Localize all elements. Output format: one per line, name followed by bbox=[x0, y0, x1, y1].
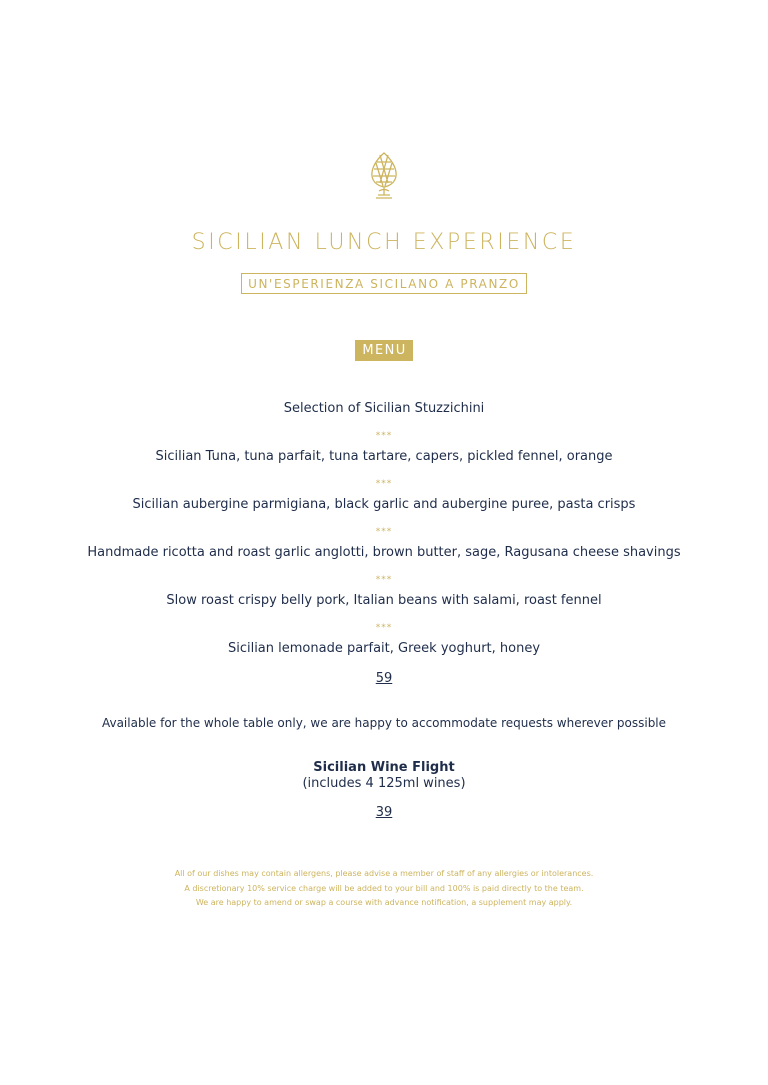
course-list bbox=[0, 400, 768, 658]
course-separator: *** bbox=[375, 431, 393, 441]
lunch-price: 59 bbox=[375, 671, 393, 686]
course-item: Slow roast crispy belly pork, Italian beans with salami, roast fennel bbox=[166, 593, 602, 608]
footer-notes bbox=[0, 867, 768, 911]
course-item: Handmade ricotta and roast garlic anglotti, brown butter, sage, Ragusana cheese shavings bbox=[87, 545, 681, 560]
wine-flight-price: 39 bbox=[375, 805, 393, 820]
footer-line: All of our dishes may contain allergens, please advise a member of staff of any allergies or intolerances. bbox=[174, 869, 594, 878]
menu-badge: MENU bbox=[355, 340, 412, 361]
course-separator: *** bbox=[375, 527, 393, 537]
course-item: Selection of Sicilian Stuzzichini bbox=[283, 401, 485, 416]
footer-line: We are happy to amend or swap a course with advance notification, a supplement may apply. bbox=[195, 898, 573, 907]
course-item: Sicilian lemonade parfait, Greek yoghurt, honey bbox=[227, 641, 541, 656]
wine-flight-subtitle: (includes 4 125ml wines) bbox=[302, 776, 466, 791]
course-separator: *** bbox=[375, 623, 393, 633]
page-subtitle: UN'ESPERIENZA SICILANO A PRANZO bbox=[241, 273, 527, 294]
course-item: Sicilian Tuna, tuna parfait, tuna tartare, capers, pickled fennel, orange bbox=[155, 449, 613, 464]
wine-flight-title: Sicilian Wine Flight bbox=[313, 760, 455, 775]
pine-cone-tree-icon bbox=[366, 150, 402, 202]
availability-note: Available for the whole table only, we are happy to accommodate requests wherever possible bbox=[101, 716, 667, 730]
course-item: Sicilian aubergine parmigiana, black garlic and aubergine puree, pasta crisps bbox=[132, 497, 636, 512]
footer-line: A discretionary 10% service charge will be added to your bill and 100% is paid directly to the team. bbox=[184, 883, 584, 893]
course-separator: *** bbox=[375, 479, 393, 489]
course-separator: *** bbox=[375, 575, 393, 585]
page-title: SICILIAN LUNCH EXPERIENCE bbox=[191, 230, 577, 255]
